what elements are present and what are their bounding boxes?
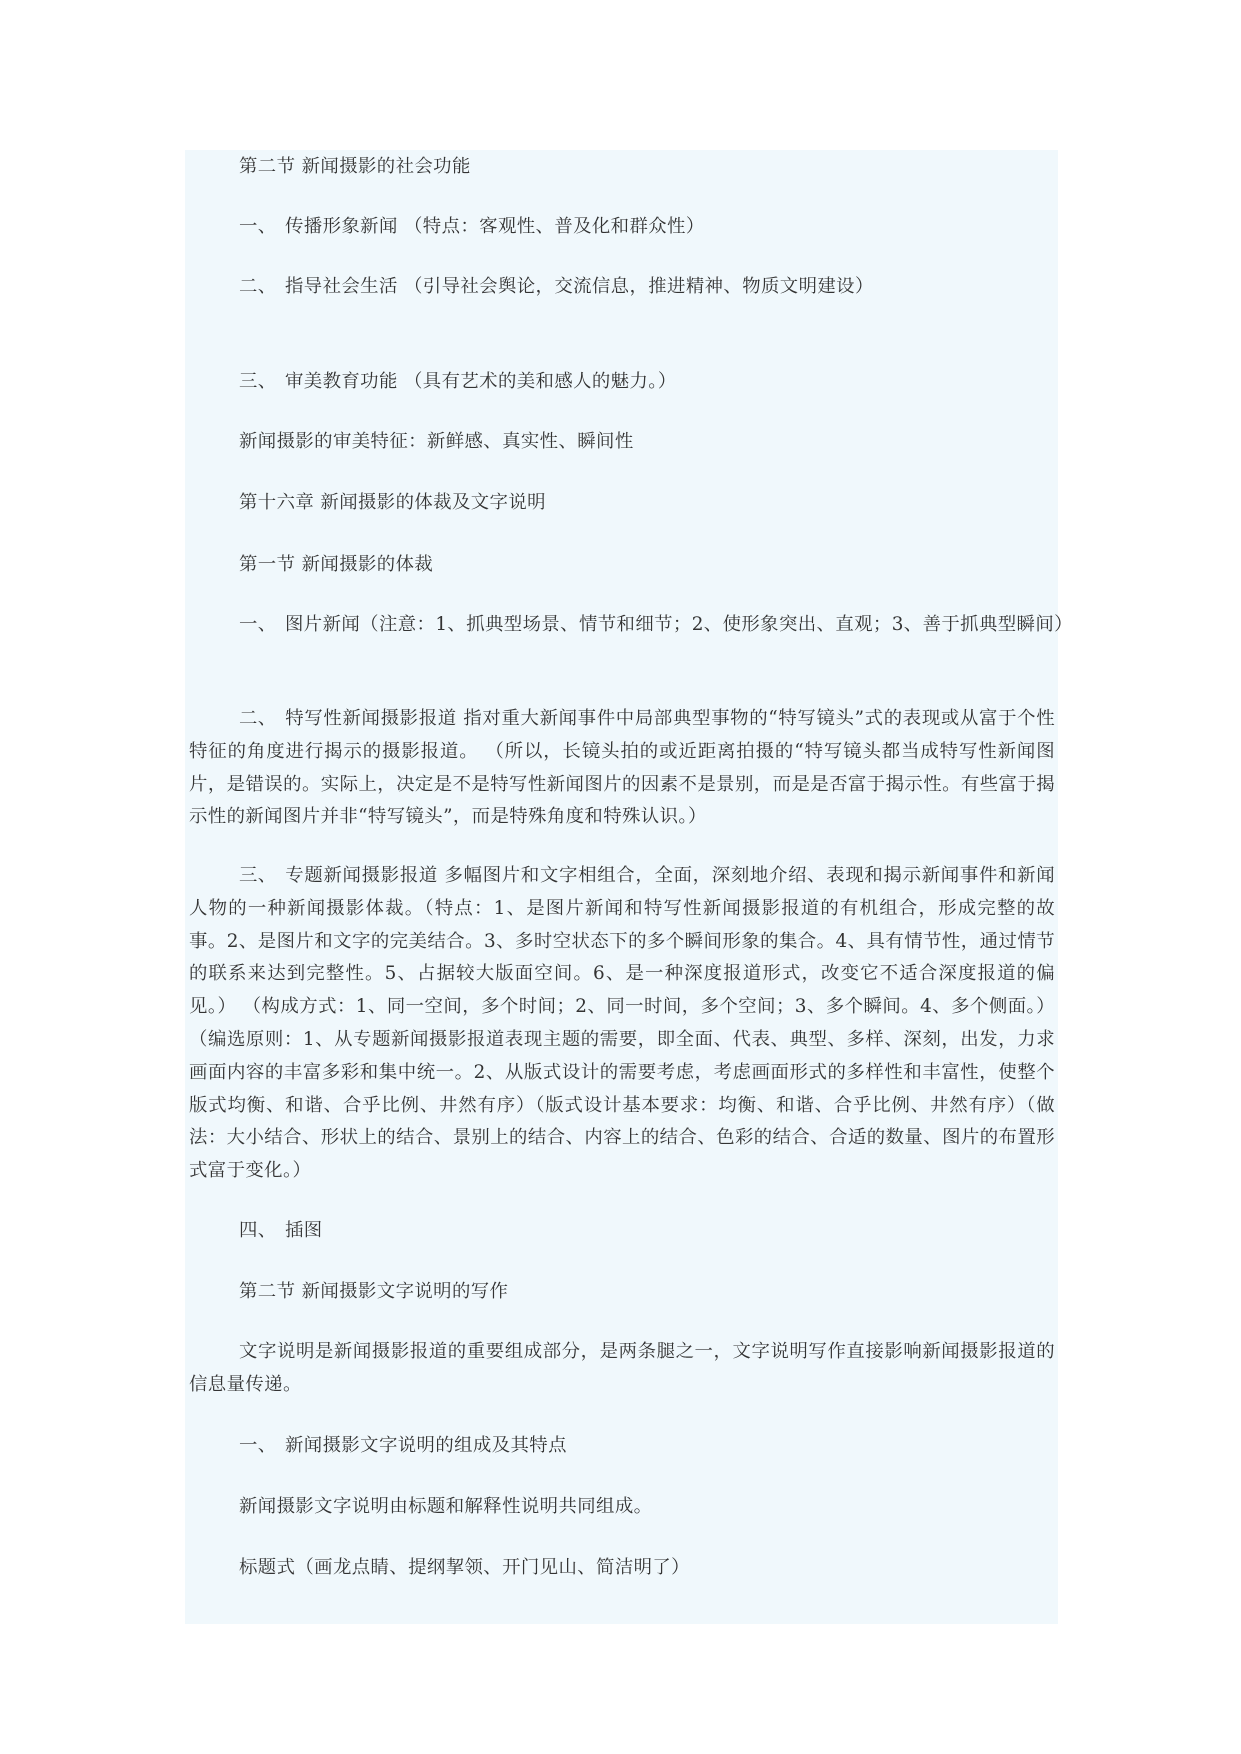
section-heading-caption-writing: 第二节 新闻摄影文字说明的写作 bbox=[239, 1281, 509, 1302]
caption-intro-paragraph: 文字说明是新闻摄影报道的重要组成部分，是两条腿之一，文字说明写作直接影响新闻摄影报道的信息量传递。 bbox=[189, 1341, 1055, 1395]
list-item-caption-1: 一、 新闻摄影文字说明的组成及其特点 bbox=[239, 1435, 567, 1456]
list-item-function-3: 三、 审美教育功能 （具有艺术的美和感人的魅力。） bbox=[239, 371, 677, 392]
list-item-genre-1: 一、 图片新闻（注意：1、抓典型场景、情节和细节；2、使形象突出、直观；3、善于抓典型瞬间） bbox=[239, 614, 1073, 635]
list-item-function-1: 一、 传播形象新闻 （特点：客观性、普及化和群众性） bbox=[239, 216, 705, 237]
title-style-line: 标题式（画龙点睛、提纲挈领、开门见山、简洁明了） bbox=[239, 1557, 690, 1578]
caption-composition-line: 新闻摄影文字说明由标题和解释性说明共同组成。 bbox=[239, 1496, 653, 1517]
list-item-function-2: 二、 指导社会生活 （引导社会舆论，交流信息，推进精神、物质文明建设） bbox=[239, 276, 874, 297]
list-item-genre-4: 四、 插图 bbox=[239, 1220, 323, 1241]
section-heading-social-functions: 第二节 新闻摄影的社会功能 bbox=[239, 156, 471, 177]
list-item-genre-3: 三、 专题新闻摄影报道 多幅图片和文字相组合，全面，深刻地介绍、表现和揭示新闻事件和新闻人物的一种新闻摄影体裁。（特点：1、是图片新闻和特写性新闻摄影报道的有机组合，形成完整的故事。2、是图片和文字的完美结合。3、多时空状态下的多个瞬间形象的集合。4、具有情节性，通过情节的联系来达到完整性。5、占据较大版面空间。6、是一种深度报道形式，改变它不适合深度报道的偏见。） （构成方式：1、同一空间，多个时间；2、同一时间，多个空间；3、多个瞬间。4、多个侧面。）（编选原则：1、从专题新闻摄影报道表现主题的需要，即全面、代表、典型、多样、深刻，出发，力求画面内容的丰富多彩和集中统一。2、从版式设计的需要考虑，考虑画面形式的多样性和丰富性，使整个版式均衡、和谐、合乎比例、井然有序）（版式设计基本要求：均衡、和谐、合乎比例、井然有序）（做法：大小结合、形状上的结合、景别上的结合、内容上的结合、色彩的结合、合适的数量、图片的布置形式富于变化。） bbox=[189, 865, 1055, 1182]
section-heading-genres: 第一节 新闻摄影的体裁 bbox=[239, 554, 434, 575]
chapter-heading-16: 第十六章 新闻摄影的体裁及文字说明 bbox=[239, 492, 546, 513]
list-item-genre-2: 二、 特写性新闻摄影报道 指对重大新闻事件中局部典型事物的“特写镜头”式的表现或从富于个性特征的角度进行揭示的摄影报道。 （所以，长镜头拍的或近距离拍摄的“特写镜头都当成特写性新闻图片，是错误的。实际上，决定是不是特写性新闻图片的因素不是景别，而是是否富于揭示性。有些富于揭示性的新闻图片并非“特写镜头”，而是特殊角度和特殊认识。） bbox=[189, 708, 1055, 828]
aesthetic-features-line: 新闻摄影的审美特征：新鲜感、真实性、瞬间性 bbox=[239, 431, 634, 452]
